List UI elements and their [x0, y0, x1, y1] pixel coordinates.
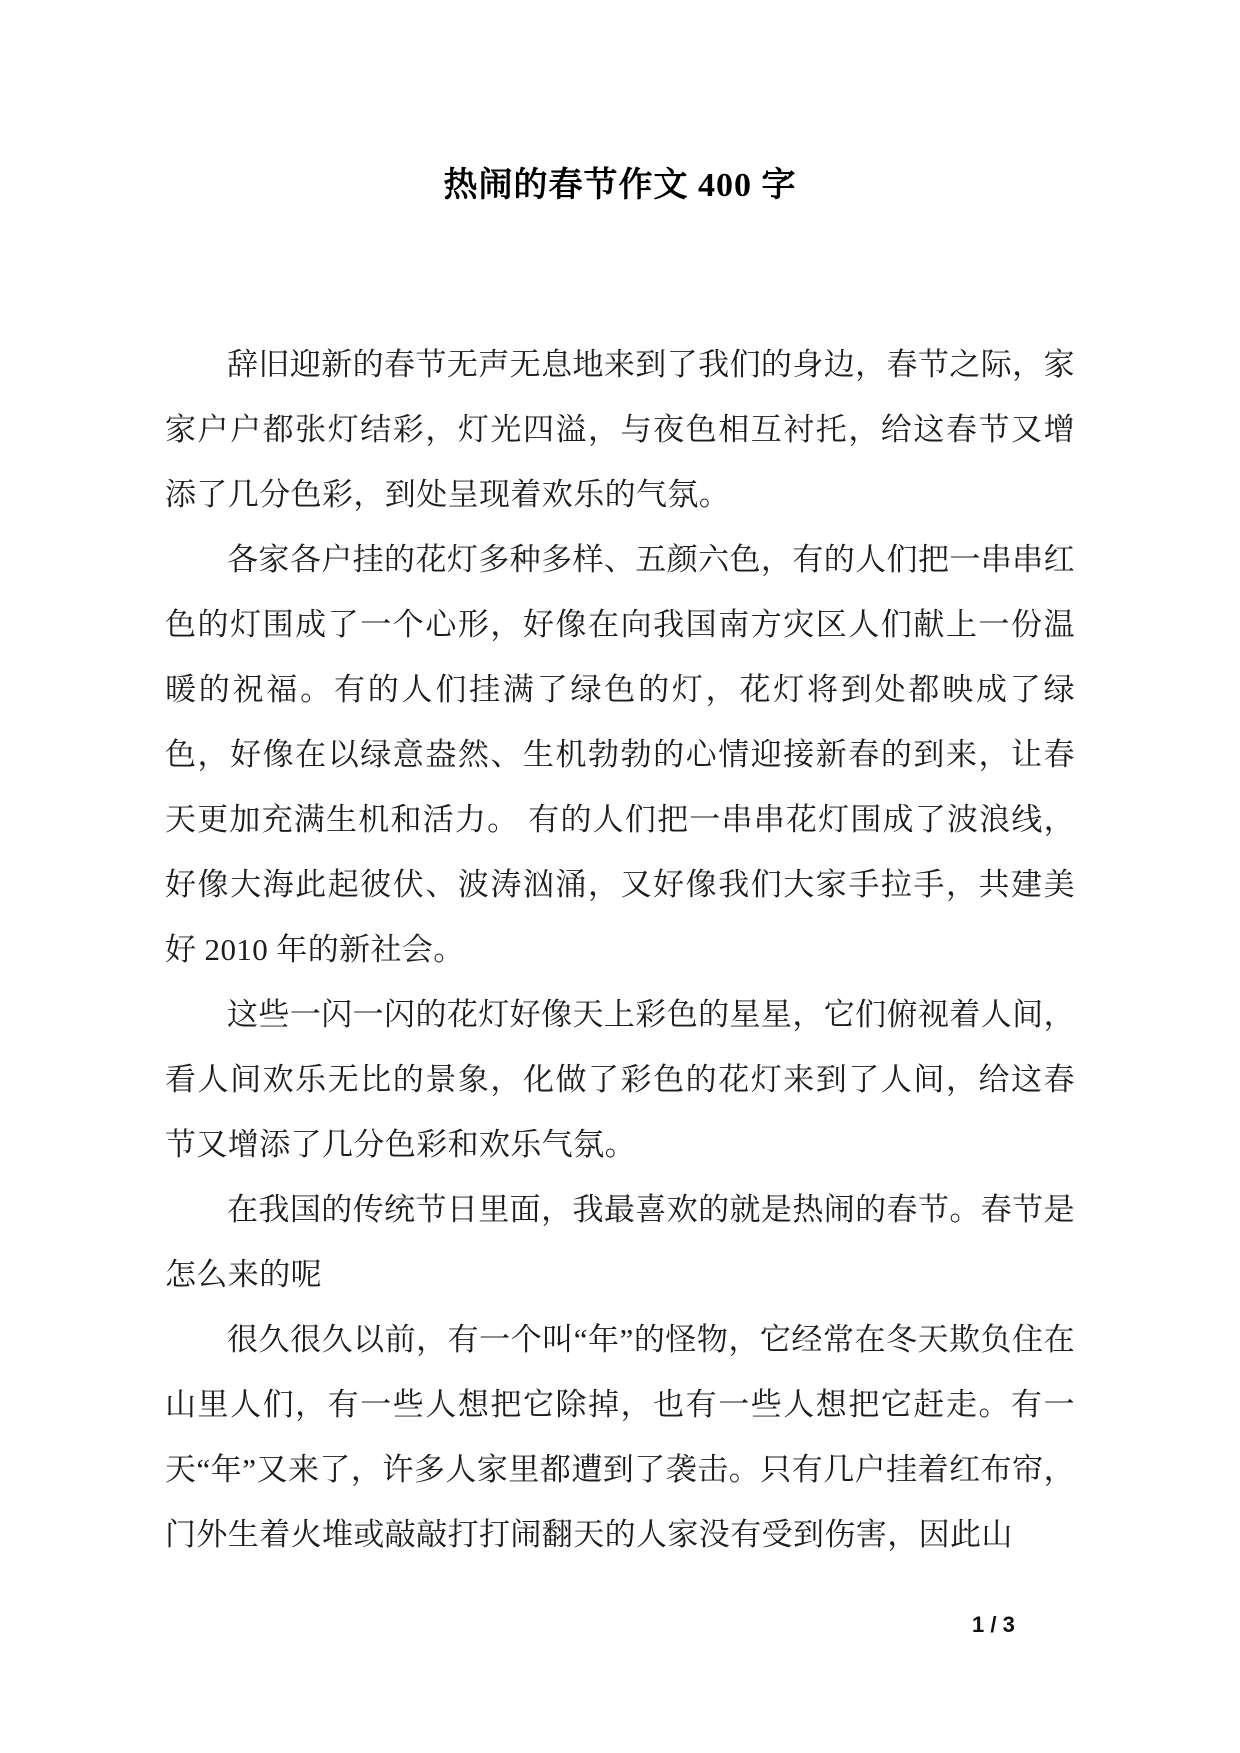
document-content — [165, 0, 1075, 1567]
paragraph-4: 在我国的传统节日里面，我最喜欢的就是热闹的春节。春节是怎么来的呢 — [165, 1192, 1075, 1292]
paragraph-2: 各家各户挂的花灯多种多样、五颜六色，有的人们把一串串红色的灯围成了一个心形，好像在向我国南方灾区人们献上一份温暖的祝福。有的人们挂满了绿色的灯，花灯将到处都映成了绿色，好像在以绿意盎然、生机勃勃的心情迎接新春的到来，让春天更加充满生机和活力。 有的人们把一串串花灯围成了波浪线，好像大海此起彼伏、波涛汹涌，又好像我们大家手拉手，共建美好 2010 年的新社会。 — [165, 542, 1075, 967]
paragraph-1: 辞旧迎新的春节无声无息地来到了我们的身边，春节之际，家家户户都张灯结彩，灯光四溢，与夜色相互衬托，给这春节又增添了几分色彩，到处呈现着欢乐的气氛。 — [165, 347, 1075, 512]
paragraph-5: 很久很久以前，有一个叫“年”的怪物，它经常在冬天欺负住在山里人们，有一些人想把它除掉，也有一些人想把它赶走。有一天“年”又来了，许多人家里都遭到了袭击。只有几户挂着红布帘，门外生着火堆或敲敲打打闹翻天的人家没有受到伤害，因此山 — [165, 1322, 1075, 1552]
page-title: 热闹的春节作文 400 字 — [443, 167, 797, 204]
page-number-indicator: 1 / 3 — [972, 1612, 1015, 1637]
paragraph-3: 这些一闪一闪的花灯好像天上彩色的星星，它们俯视着人间，看人间欢乐无比的景象，化做了彩色的花灯来到了人间，给这春节又增添了几分色彩和欢乐气氛。 — [165, 997, 1075, 1162]
